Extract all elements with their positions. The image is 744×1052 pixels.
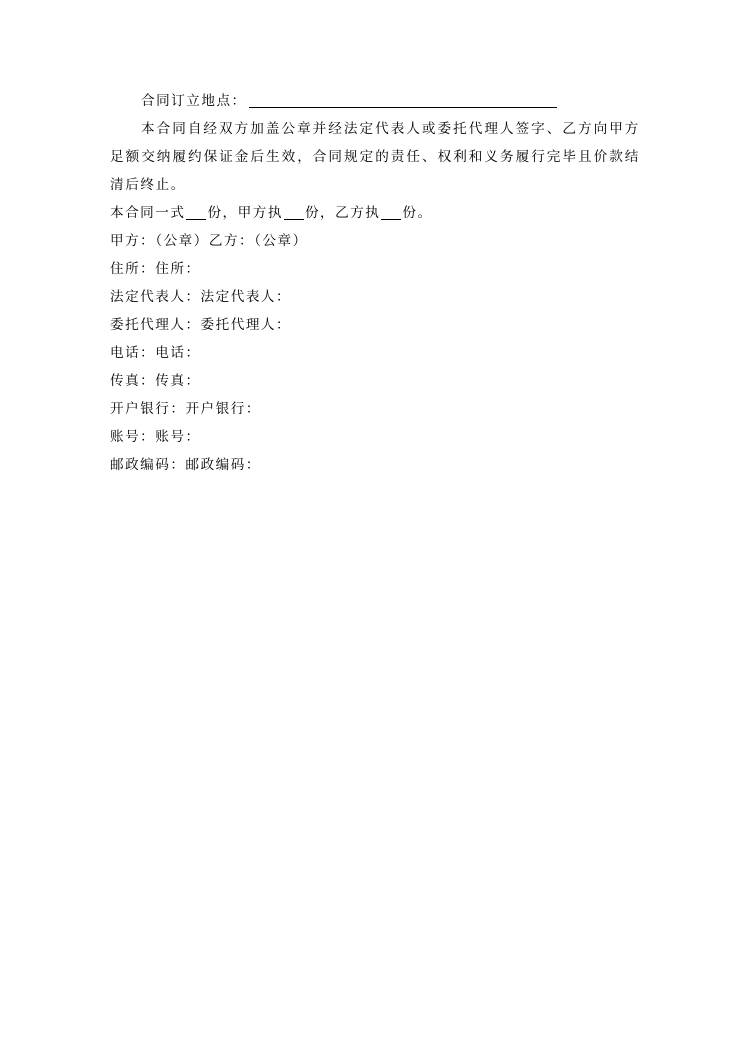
copies-text-4: 份。 — [402, 205, 433, 221]
account-line: 账号：账号： — [110, 429, 201, 445]
effective-clause: 本合同自经双方加盖公章并经法定代表人或委托代理人签字、乙方向甲方足额交纳履约保证金后生效，合同规定的责任、权利和义务履行完毕且价款结清后终止。 — [110, 121, 640, 193]
contract-place-line — [110, 87, 640, 115]
contract-place-label: 合同订立地点： — [141, 93, 247, 109]
contract-place-blank[interactable] — [249, 91, 557, 108]
copies-text-3: 份，乙方执 — [304, 205, 381, 221]
bank-line: 开户银行：开户银行： — [110, 401, 261, 417]
phone-line: 电话：电话： — [110, 345, 201, 361]
party-b-copies-blank[interactable] — [381, 204, 401, 220]
fax-line: 传真：传真： — [110, 373, 201, 389]
copies-line — [110, 199, 640, 227]
seal-line: 甲方：（公章）乙方：（公章） — [110, 233, 308, 249]
party-a-copies-blank[interactable] — [284, 204, 304, 220]
total-copies-blank[interactable] — [186, 204, 206, 220]
postcode-line: 邮政编码：邮政编码： — [110, 457, 261, 473]
copies-text-1: 本合同一式 — [110, 205, 186, 221]
contract-body — [110, 87, 640, 479]
copies-text-2: 份，甲方执 — [207, 205, 283, 221]
address-line: 住所：住所： — [110, 261, 201, 277]
legal-rep-line: 法定代表人：法定代表人： — [110, 289, 292, 305]
agent-line: 委托代理人：委托代理人： — [110, 317, 292, 333]
